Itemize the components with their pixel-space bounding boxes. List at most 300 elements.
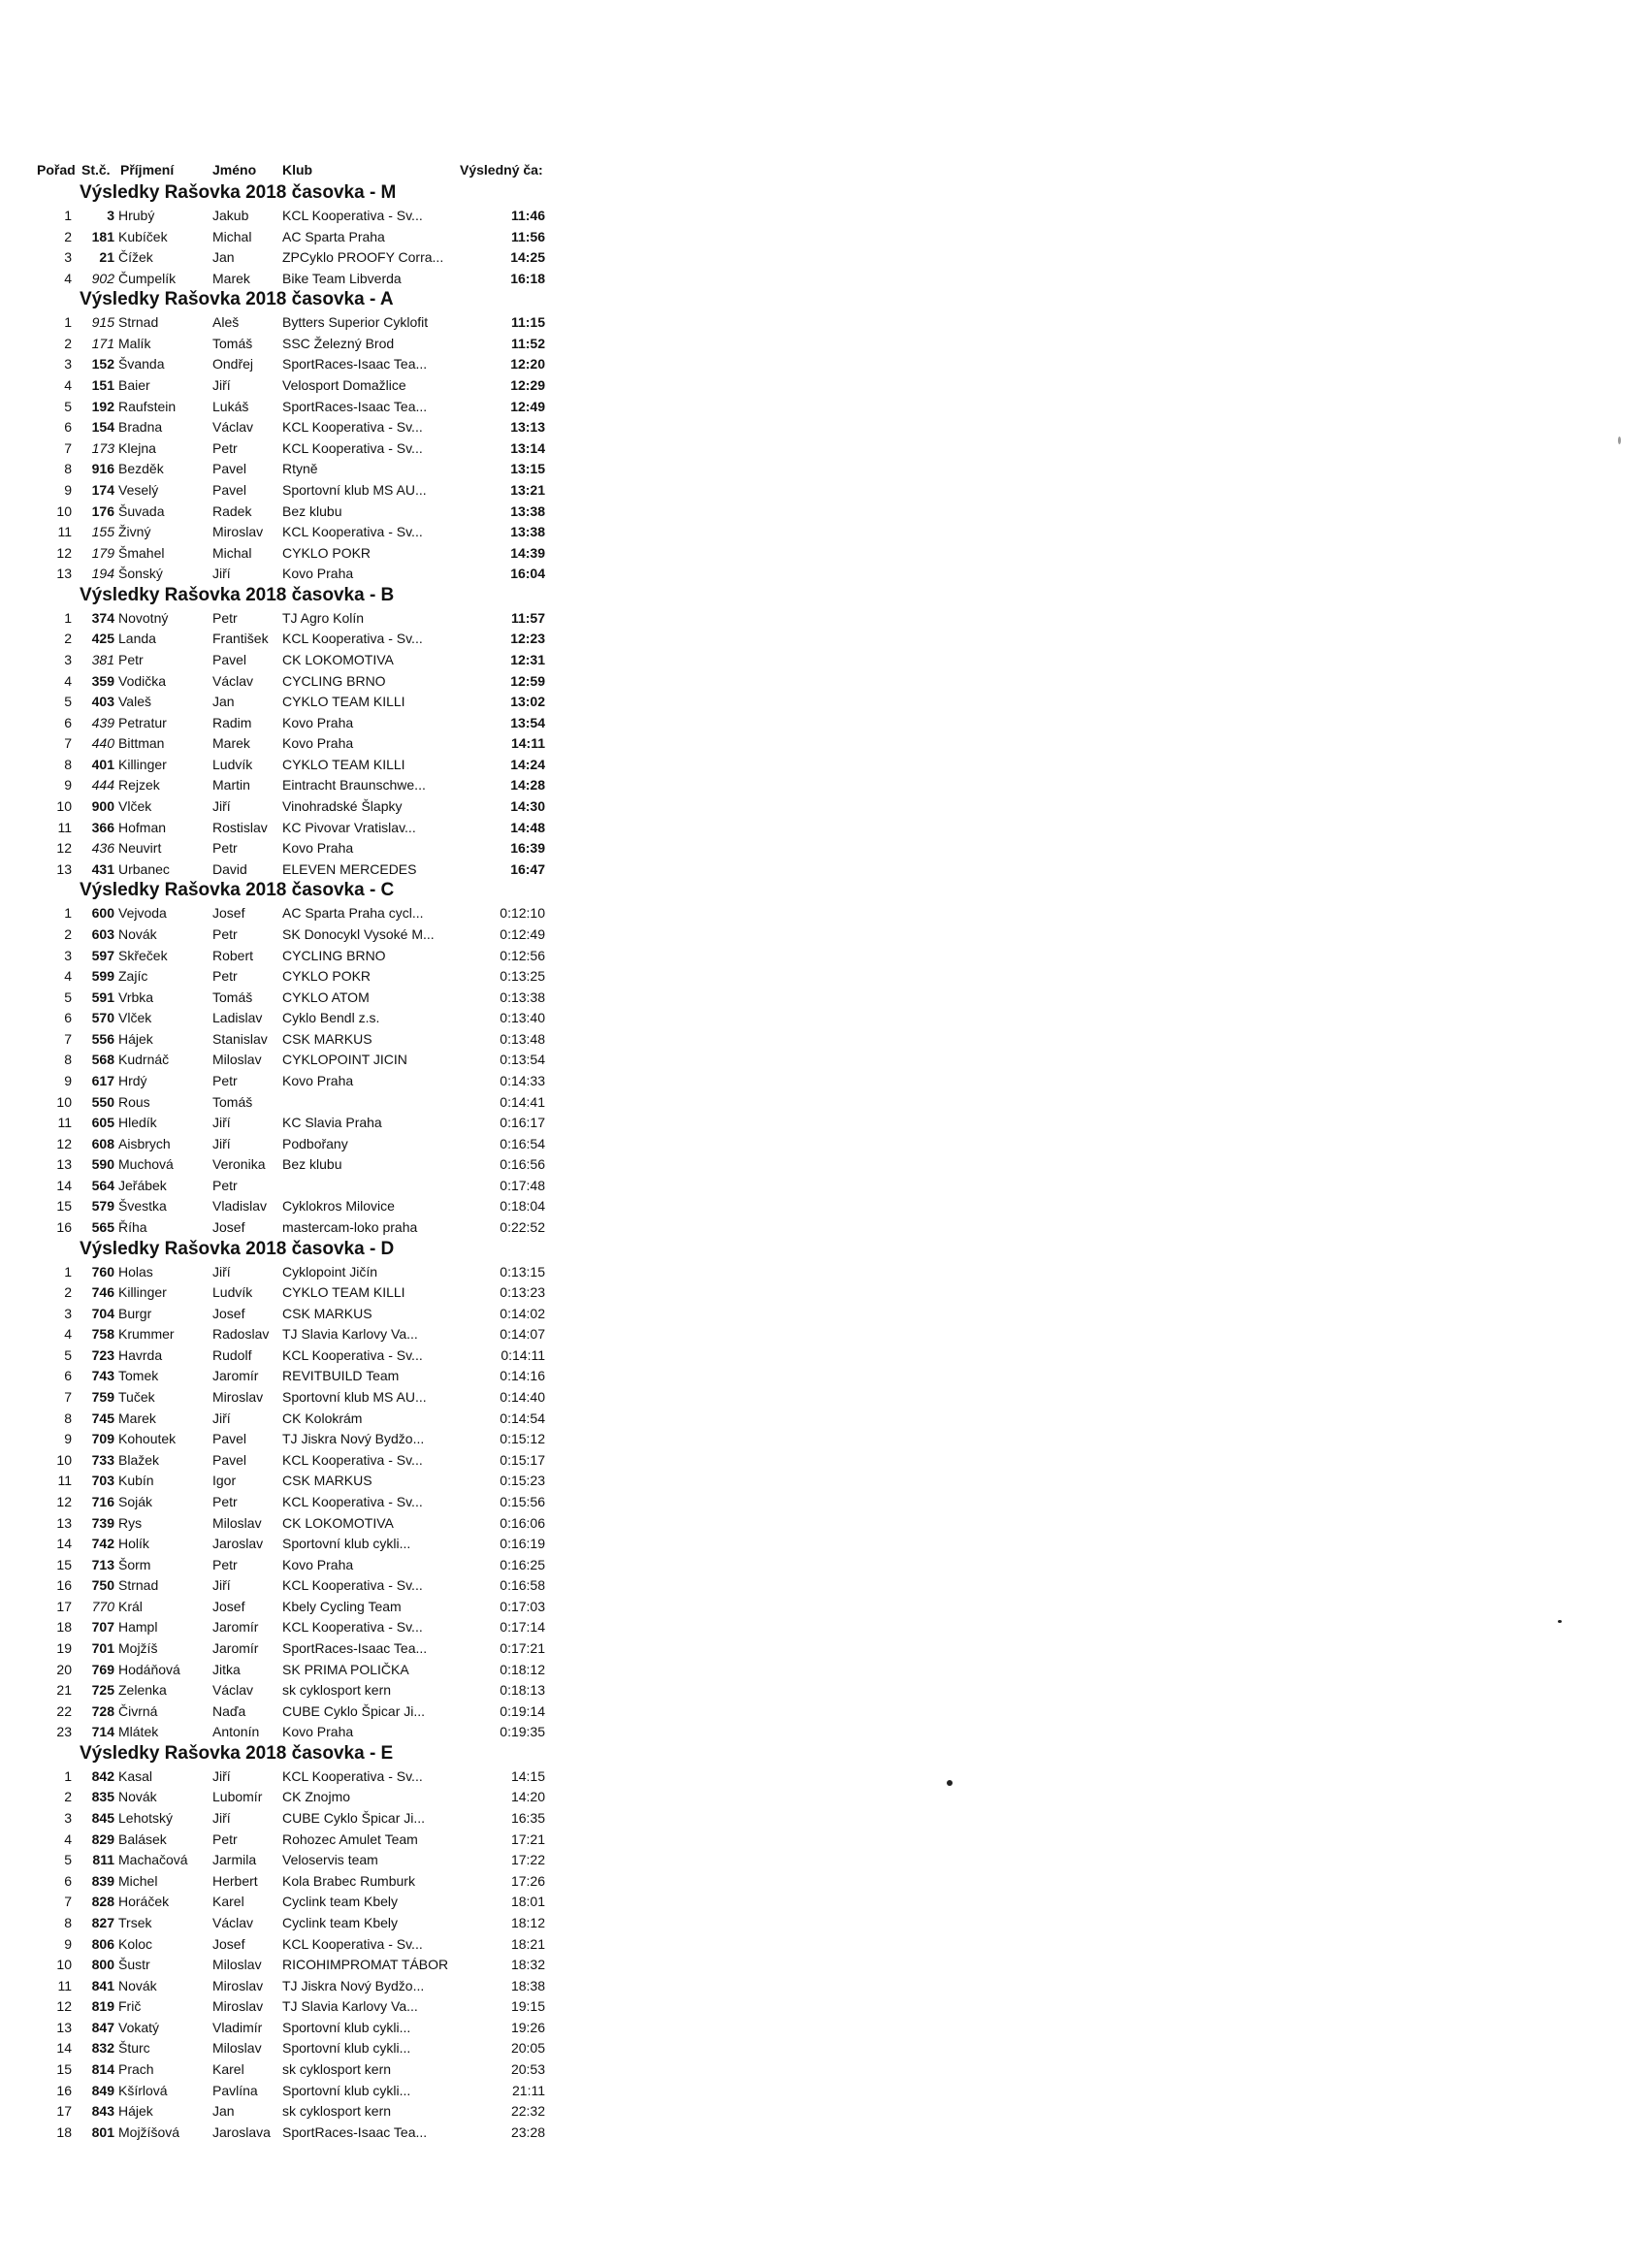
row-time: 18:38	[510, 1977, 545, 1993]
row-rank: 1	[64, 1767, 72, 1784]
row-surname: Klejna	[118, 439, 156, 456]
row-surname: Novotný	[118, 609, 169, 626]
row-rank: 4	[64, 1326, 72, 1343]
row-first-name: Jaromír	[212, 1619, 259, 1636]
row-surname: Frič	[118, 1998, 142, 2015]
row-club: REVITBUILD Team	[282, 1368, 400, 1384]
row-first-name: Petr	[212, 439, 238, 456]
row-time: 0:16:56	[500, 1156, 545, 1173]
table-row	[31, 691, 555, 712]
row-club: Cyclink team Kbely	[282, 1914, 399, 1930]
row-surname: Muchová	[118, 1156, 174, 1173]
row-club: CYKLO TEAM KILLI	[282, 694, 405, 710]
row-time: 13:21	[510, 481, 545, 498]
row-time: 14:20	[510, 1789, 545, 1805]
row-time: 12:49	[510, 398, 545, 414]
row-club: Kola Brabec Rumburk	[282, 1872, 415, 1889]
row-rank: 6	[64, 1872, 72, 1889]
row-rank: 12	[56, 1135, 72, 1151]
row-start-no: 801	[91, 2123, 114, 2140]
row-time: 14:28	[510, 777, 545, 794]
row-club: Sportovní klub MS AU...	[282, 1389, 427, 1406]
row-surname: Živný	[118, 524, 151, 540]
row-start-no: 847	[91, 2019, 114, 2035]
row-surname: Čumpelík	[118, 270, 177, 286]
row-surname: Jeřábek	[118, 1177, 167, 1193]
row-surname: Šmahel	[118, 544, 165, 561]
section-title: Výsledky Rašovka 2018 časovka - B	[80, 584, 395, 605]
row-rank: 6	[64, 419, 72, 436]
row-club: CSK MARKUS	[282, 1030, 372, 1047]
row-club: KCL Kooperativa - Sv...	[282, 631, 423, 647]
row-time: 13:15	[510, 461, 545, 477]
row-first-name: Jan	[212, 2103, 235, 2120]
row-club: TJ Agro Kolín	[282, 609, 365, 626]
row-rank: 3	[64, 651, 72, 667]
row-start-no: 902	[91, 270, 114, 286]
row-first-name: Jakub	[212, 208, 249, 223]
section-title: Výsledky Rašovka 2018 časovka - M	[80, 182, 397, 203]
row-time: 17:22	[510, 1852, 545, 1868]
table-row	[31, 1933, 555, 1955]
row-start-no: 431	[91, 860, 114, 877]
row-surname: Kohoutek	[118, 1431, 177, 1447]
row-surname: Rejzek	[118, 777, 160, 794]
table-row	[31, 1721, 555, 1742]
row-start-no: 565	[91, 1219, 114, 1236]
row-start-no: 841	[91, 1977, 114, 1993]
row-surname: Čížek	[118, 249, 153, 266]
row-surname: Strnad	[118, 314, 159, 331]
row-rank: 3	[64, 1305, 72, 1321]
row-start-no: 439	[91, 714, 114, 730]
table-row	[31, 246, 555, 268]
row-time: 14:15	[510, 1767, 545, 1784]
row-first-name: Václav	[212, 672, 254, 689]
row-surname: Novák	[118, 1789, 157, 1805]
row-first-name: Miroslav	[212, 1998, 264, 2015]
row-first-name: Václav	[212, 1682, 254, 1699]
row-club: Cyclink team Kbely	[282, 1894, 399, 1910]
row-club: Kovo Praha	[282, 714, 354, 730]
results-sections	[31, 181, 555, 2142]
row-start-no: 703	[91, 1473, 114, 1489]
table-row	[31, 1533, 555, 1554]
row-club: CYCLING BRNO	[282, 672, 386, 689]
row-surname: Hrubý	[118, 208, 155, 223]
row-rank: 6	[64, 714, 72, 730]
row-time: 0:16:17	[500, 1115, 545, 1131]
row-surname: Kubín	[118, 1473, 154, 1489]
row-first-name: Pavel	[212, 481, 247, 498]
row-club: Sportovní klub cykli...	[282, 2040, 411, 2057]
table-row	[31, 501, 555, 522]
row-club: KC Slavia Praha	[282, 1115, 382, 1131]
row-surname: Veselý	[118, 481, 159, 498]
table-row	[31, 1659, 555, 1680]
row-rank: 2	[64, 631, 72, 647]
row-rank: 2	[64, 335, 72, 351]
row-rank: 8	[64, 1914, 72, 1930]
header-time: Výsledný ča:	[460, 162, 543, 178]
row-rank: 16	[56, 1577, 72, 1594]
table-row	[31, 1512, 555, 1534]
row-start-no: 745	[91, 1409, 114, 1426]
table-row	[31, 1216, 555, 1238]
table-row	[31, 1554, 555, 1575]
row-surname: Michel	[118, 1872, 158, 1889]
row-start-no: 154	[91, 419, 114, 436]
row-start-no: 155	[91, 524, 114, 540]
row-rank: 15	[56, 1198, 72, 1215]
row-surname: Švestka	[118, 1198, 167, 1215]
row-club: Kovo Praha	[282, 1724, 354, 1740]
row-time: 13:38	[510, 502, 545, 519]
row-club: SportRaces-Isaac Tea...	[282, 1640, 428, 1656]
table-row	[31, 396, 555, 417]
row-surname: Zelenka	[118, 1682, 167, 1699]
table-row	[31, 987, 555, 1008]
row-rank: 12	[56, 1493, 72, 1509]
row-rank: 11	[57, 1473, 72, 1489]
row-start-no: 769	[91, 1661, 114, 1677]
row-start-no: 181	[91, 228, 114, 244]
row-start-no: 843	[91, 2103, 114, 2120]
table-row	[31, 1195, 555, 1216]
row-time: 0:15:12	[500, 1431, 545, 1447]
row-start-no: 742	[91, 1536, 114, 1552]
row-rank: 7	[64, 439, 72, 456]
row-first-name: Herbert	[212, 1872, 258, 1889]
table-row	[31, 1995, 555, 2017]
row-first-name: Jiří	[212, 377, 231, 394]
row-club: mastercam-loko praha	[282, 1219, 418, 1236]
row-time: 11:56	[510, 228, 545, 244]
row-time: 14:48	[510, 819, 545, 835]
row-first-name: Michal	[212, 544, 252, 561]
row-surname: Říha	[118, 1219, 147, 1236]
row-time: 12:20	[510, 356, 545, 373]
row-start-no: 3	[107, 208, 114, 223]
row-start-no: 173	[91, 439, 114, 456]
row-first-name: Miroslav	[212, 1977, 264, 1993]
table-row	[31, 1491, 555, 1512]
row-first-name: Petr	[212, 1556, 238, 1572]
row-first-name: Jaromír	[212, 1368, 259, 1384]
results-sheet	[31, 158, 555, 2142]
row-rank: 7	[64, 1894, 72, 1910]
header-rank: Pořad	[37, 162, 76, 178]
row-surname: Kubíček	[118, 228, 168, 244]
row-surname: Baier	[118, 377, 150, 394]
row-first-name: Josef	[212, 1305, 245, 1321]
row-time: 0:13:40	[500, 1010, 545, 1026]
table-row	[31, 1175, 555, 1196]
row-start-no: 440	[91, 735, 114, 752]
table-row	[31, 1091, 555, 1113]
row-first-name: Tomáš	[212, 1093, 253, 1110]
row-club: CYKLO ATOM	[282, 988, 370, 1005]
table-row	[31, 670, 555, 692]
table-row	[31, 458, 555, 479]
row-club: CUBE Cyklo Špicar Ji...	[282, 1810, 426, 1827]
row-start-no: 570	[91, 1010, 114, 1026]
row-surname: Švanda	[118, 356, 165, 373]
row-surname: Prach	[118, 2060, 154, 2077]
row-club: sk cyklosport kern	[282, 2103, 392, 2120]
row-first-name: Miloslav	[212, 1052, 262, 1068]
row-rank: 17	[56, 2103, 72, 2120]
table-row	[31, 1891, 555, 1912]
row-club: Sportovní klub MS AU...	[282, 481, 427, 498]
row-club: CUBE Cyklo Špicar Ji...	[282, 1702, 426, 1719]
row-surname: Burgr	[118, 1305, 152, 1321]
row-surname: Balásek	[118, 1831, 167, 1847]
row-surname: Krummer	[118, 1326, 175, 1343]
row-time: 0:17:03	[500, 1598, 545, 1614]
row-time: 0:13:15	[500, 1263, 545, 1280]
row-start-no: 174	[91, 481, 114, 498]
row-rank: 10	[56, 798, 72, 815]
row-rank: 9	[64, 1431, 72, 1447]
row-time: 11:52	[510, 335, 545, 351]
row-start-no: 770	[91, 1598, 114, 1614]
row-time: 0:16:19	[500, 1536, 545, 1552]
row-club: Bez klubu	[282, 502, 342, 519]
table-row	[31, 965, 555, 987]
row-surname: Hofman	[118, 819, 167, 835]
table-row	[31, 1849, 555, 1870]
row-club: TJ Jiskra Nový Bydžo...	[282, 1977, 425, 1993]
row-time: 23:28	[510, 2123, 545, 2140]
row-first-name: Vladimír	[212, 2019, 263, 2035]
row-first-name: Lubomír	[212, 1789, 263, 1805]
table-row	[31, 1007, 555, 1028]
row-rank: 4	[64, 1831, 72, 1847]
row-start-no: 192	[91, 398, 114, 414]
row-first-name: Ladislav	[212, 1010, 263, 1026]
table-row	[31, 1616, 555, 1637]
row-time: 0:17:14	[500, 1619, 545, 1636]
row-rank: 15	[56, 2060, 72, 2077]
row-rank: 10	[56, 1957, 72, 1973]
row-club: Cyklopoint Jičín	[282, 1263, 378, 1280]
row-surname: Kšírlová	[118, 2082, 168, 2098]
row-club: CK LOKOMOTIVA	[282, 1514, 394, 1531]
table-row	[31, 732, 555, 754]
row-club: Bike Team Libverda	[282, 270, 402, 286]
row-club: CSK MARKUS	[282, 1473, 372, 1489]
row-first-name: Josef	[212, 1598, 245, 1614]
row-club: CK Kolokrám	[282, 1409, 363, 1426]
row-surname: Malík	[118, 335, 151, 351]
row-surname: Aisbrych	[118, 1135, 171, 1151]
row-rank: 5	[64, 694, 72, 710]
header-start-no: St.č.	[81, 162, 111, 178]
row-start-no: 597	[91, 947, 114, 963]
row-club: CYKLO POKR	[282, 544, 372, 561]
row-time: 13:54	[510, 714, 545, 730]
row-club: KCL Kooperativa - Sv...	[282, 1935, 423, 1952]
row-surname: Petratur	[118, 714, 167, 730]
row-start-no: 743	[91, 1368, 114, 1384]
table-row	[31, 437, 555, 459]
row-time: 20:05	[510, 2040, 545, 2057]
row-time: 0:13:48	[500, 1030, 545, 1047]
row-surname: Lehotský	[118, 1810, 174, 1827]
row-club: Bez klubu	[282, 1156, 342, 1173]
row-first-name: Igor	[212, 1473, 237, 1489]
table-row	[31, 563, 555, 584]
row-time: 12:59	[510, 672, 545, 689]
row-first-name: Miloslav	[212, 2040, 262, 2057]
row-time: 13:14	[510, 439, 545, 456]
row-start-no: 704	[91, 1305, 114, 1321]
row-time: 0:13:54	[500, 1052, 545, 1068]
row-club: Cyklokros Milovice	[282, 1198, 395, 1215]
row-rank: 13	[56, 566, 72, 582]
row-rank: 11	[57, 1115, 72, 1131]
row-surname: Vlček	[118, 1010, 152, 1026]
row-rank: 12	[56, 544, 72, 561]
row-first-name: Jarmila	[212, 1852, 257, 1868]
row-time: 0:16:54	[500, 1135, 545, 1151]
row-club: Kovo Praha	[282, 566, 354, 582]
row-first-name: Jiří	[212, 1577, 231, 1594]
table-row	[31, 2100, 555, 2122]
row-start-no: 403	[91, 694, 114, 710]
row-club: AC Sparta Praha	[282, 228, 385, 244]
table-row	[31, 2122, 555, 2143]
table-row	[31, 1303, 555, 1324]
row-first-name: Miloslav	[212, 1957, 262, 1973]
row-rank: 8	[64, 461, 72, 477]
row-first-name: Josef	[212, 1935, 245, 1952]
row-start-no: 603	[91, 925, 114, 942]
row-start-no: 401	[91, 756, 114, 772]
table-row	[31, 416, 555, 437]
row-rank: 1	[64, 1263, 72, 1280]
row-surname: Mojžíš	[118, 1640, 158, 1656]
row-club: Kovo Praha	[282, 735, 354, 752]
row-first-name: Jiří	[212, 1135, 231, 1151]
row-surname: Vlček	[118, 798, 152, 815]
row-club: TJ Slavia Karlovy Va...	[282, 1998, 418, 2015]
table-row	[31, 1070, 555, 1091]
row-first-name: Jiří	[212, 1115, 231, 1131]
row-time: 0:12:10	[500, 905, 545, 922]
row-time: 13:13	[510, 419, 545, 436]
row-surname: Kudrnáč	[118, 1052, 170, 1068]
row-time: 0:16:06	[500, 1514, 545, 1531]
row-time: 19:26	[510, 2019, 545, 2035]
table-row	[31, 1637, 555, 1659]
row-start-no: 564	[91, 1177, 114, 1193]
row-surname: Tomek	[118, 1368, 159, 1384]
row-club: Rtyně	[282, 461, 318, 477]
row-start-no: 829	[91, 1831, 114, 1847]
row-start-no: 845	[91, 1810, 114, 1827]
row-rank: 5	[64, 1852, 72, 1868]
row-rank: 9	[64, 777, 72, 794]
row-rank: 2	[64, 925, 72, 942]
table-row	[31, 2080, 555, 2101]
row-first-name: Pavel	[212, 651, 247, 667]
row-club: sk cyklosport kern	[282, 2060, 392, 2077]
row-time: 22:32	[510, 2103, 545, 2120]
row-rank: 9	[64, 481, 72, 498]
row-start-no: 758	[91, 1326, 114, 1343]
row-club: Sportovní klub cykli...	[282, 2019, 411, 2035]
row-start-no: 707	[91, 1619, 114, 1636]
row-start-no: 599	[91, 968, 114, 985]
table-row	[31, 1323, 555, 1345]
row-club: CK Znojmo	[282, 1789, 351, 1805]
row-first-name: Petr	[212, 1072, 238, 1088]
row-start-no: 713	[91, 1556, 114, 1572]
table-row	[31, 1807, 555, 1829]
row-surname: Strnad	[118, 1577, 159, 1594]
row-club: CYCLING BRNO	[282, 947, 386, 963]
row-start-no: 436	[91, 840, 114, 857]
row-rank: 13	[56, 1156, 72, 1173]
row-first-name: Petr	[212, 1177, 238, 1193]
row-first-name: Václav	[212, 1914, 254, 1930]
row-time: 0:14:07	[500, 1326, 545, 1343]
row-start-no: 900	[91, 798, 114, 815]
row-club: Kbely Cycling Team	[282, 1598, 402, 1614]
row-club: sk cyklosport kern	[282, 1682, 392, 1699]
row-first-name: Josef	[212, 1219, 245, 1236]
row-first-name: Veronika	[212, 1156, 266, 1173]
row-first-name: Rostislav	[212, 819, 268, 835]
row-start-no: 444	[91, 777, 114, 794]
row-surname: Vokatý	[118, 2019, 160, 2035]
row-rank: 5	[64, 398, 72, 414]
table-row	[31, 1365, 555, 1386]
table-row	[31, 374, 555, 396]
row-time: 0:15:56	[500, 1493, 545, 1509]
row-start-no: 591	[91, 988, 114, 1005]
table-row	[31, 774, 555, 795]
row-rank: 18	[56, 2123, 72, 2140]
row-time: 0:18:12	[500, 1661, 545, 1677]
row-rank: 4	[64, 377, 72, 394]
row-start-no: 916	[91, 461, 114, 477]
row-time: 11:57	[510, 609, 545, 626]
row-time: 0:14:54	[500, 1409, 545, 1426]
row-start-no: 811	[92, 1852, 114, 1868]
row-first-name: Karel	[212, 2060, 244, 2077]
row-rank: 3	[64, 1810, 72, 1827]
table-row	[31, 2037, 555, 2058]
row-club: KCL Kooperativa - Sv...	[282, 524, 423, 540]
table-row	[31, 1954, 555, 1975]
row-surname: Rous	[118, 1093, 150, 1110]
row-time: 0:16:58	[500, 1577, 545, 1594]
row-rank: 1	[64, 609, 72, 626]
table-row	[31, 923, 555, 945]
row-club: Kovo Praha	[282, 840, 354, 857]
row-first-name: Petr	[212, 1831, 238, 1847]
row-club: KCL Kooperativa - Sv...	[282, 1451, 423, 1468]
row-rank: 12	[56, 1998, 72, 2015]
row-surname: Koloc	[118, 1935, 153, 1952]
table-row	[31, 333, 555, 354]
header-surname: Příjmení	[120, 162, 175, 178]
row-first-name: Radoslav	[212, 1326, 270, 1343]
row-first-name: Vladislav	[212, 1198, 268, 1215]
